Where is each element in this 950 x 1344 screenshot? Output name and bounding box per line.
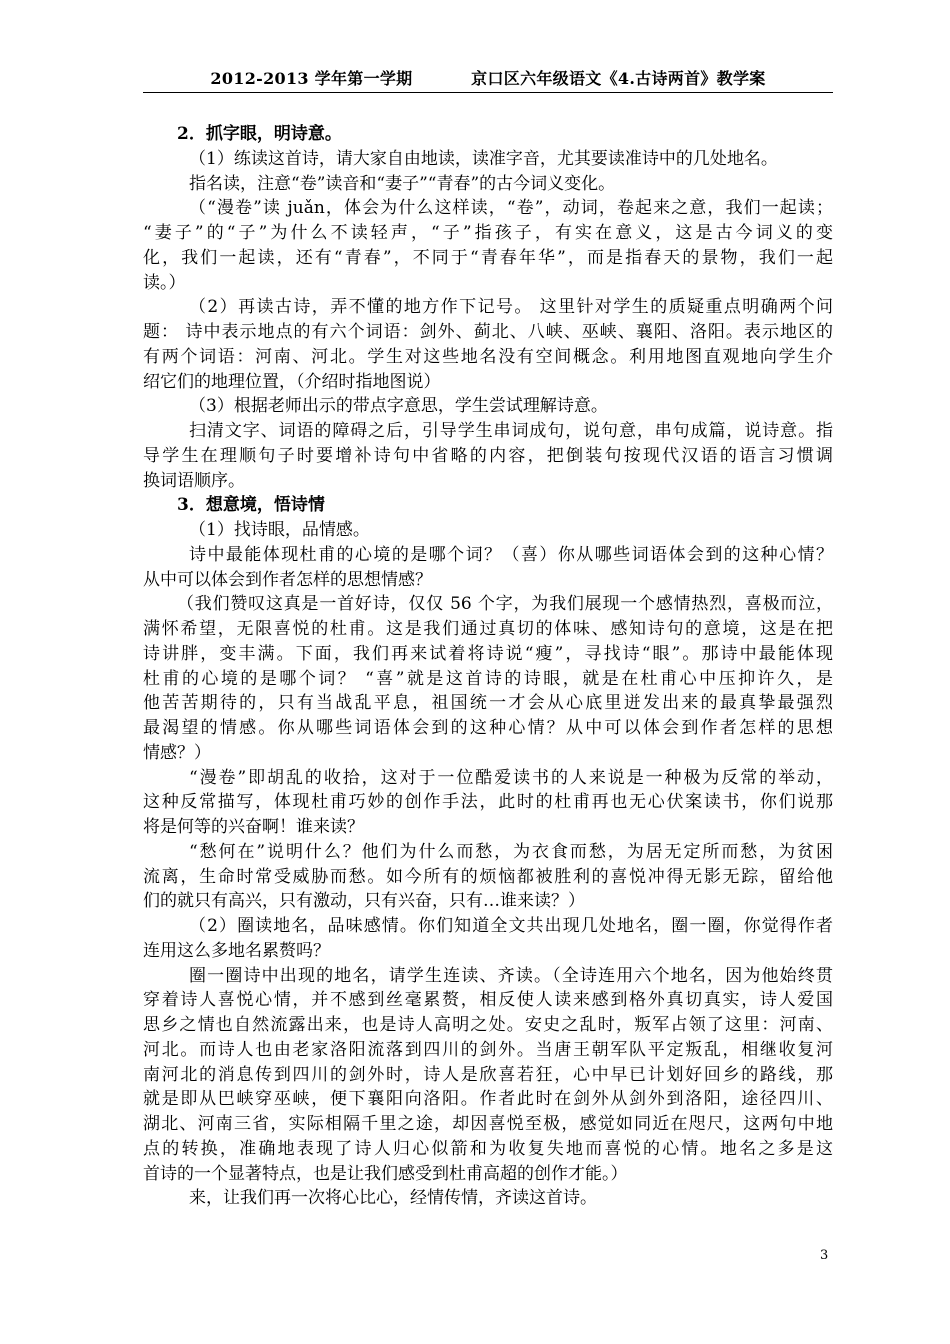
text-line: 绍它们的地理位置，（介绍时指地图说） <box>143 371 441 392</box>
text-line: （2）圈读地名，品味感情。你们知道全文共出现几处地名，圈一圈，你觉得作者 <box>189 916 833 936</box>
text-line: 连用这么多地名累赘吗？ <box>143 940 330 961</box>
text-line: 题： 诗中表示地点的有六个词语：剑外、蓟北、八峡、巫峡、襄阳、洛阳。表示地区的 <box>143 322 833 342</box>
text-line: “妻子”的“子”为什么不读轻声，“子”指孩子，有实在意义，这是古今词义的变 <box>143 223 833 243</box>
text-line: 诗中最能体现杜甫的心境的是哪个词？（喜）你从哪些词语体会到的这种心情？ <box>189 544 833 565</box>
page-header <box>143 64 833 93</box>
text-line: 有两个词语：河南、河北。学生对这些地名没有空间概念。利用地图直观地向学生介 <box>143 346 833 367</box>
page-number: 3 <box>820 1248 829 1263</box>
text-line: 他苦苦期待的，只有当战乱平息，祖国统一才会从心底里迸发出来的最真挚最强烈 <box>143 693 833 714</box>
text-line: 诗讲胖，变丰满。下面，我们再来试着将诗说“瘦”，寻找诗“眼”。那诗中最能体现 <box>143 643 833 664</box>
text-line: “愁何在”说明什么？他们为什么而愁，为衣食而愁，为居无定所而愁，为贫困 <box>189 841 833 862</box>
text-line: 读。） <box>143 272 186 293</box>
text-line: 导学生在理顺句子时要增补诗句中省略的内容，把倒装句按现代汉语的语言习惯调 <box>143 445 833 466</box>
text-line: 河北。而诗人也由老家洛阳流落到四川的剑外。当唐王朝军队平定叛乱，相继收复河 <box>143 1039 833 1060</box>
text-line: 从中可以体会到作者怎样的思想情感？ <box>143 569 432 590</box>
text-line: 情感？） <box>143 742 211 763</box>
text-line: 这种反常描写，体现杜甫巧妙的创作手法，此时的杜甫再也无心伏案读书，你们说那 <box>143 792 833 813</box>
text-line: 满怀希望，无限喜悦的杜甫。这是我们通过真切的体味、感知诗句的意境，这是在把 <box>143 619 833 639</box>
section-heading-2: 2．抓字眼，明诗意。 <box>177 124 342 144</box>
text-line: （1）找诗眼，品情感。 <box>189 520 370 540</box>
text-line: “漫卷”即胡乱的收拾，这对于一位酷爱读书的人来说是一种极为反常的举动， <box>189 767 833 788</box>
text-line: （3）根据老师出示的带点字意思，学生尝试理解诗意。 <box>189 396 608 417</box>
text-line: 湖北、河南三省，实际相隔千里之途，却因喜悦至极，感觉如同近在咫尺，这两句中地 <box>143 1114 833 1134</box>
text-line: 首诗的一个显著特点，也是让我们感受到杜甫高超的创作才能。） <box>143 1163 628 1184</box>
text-line: 思乡之情也自然流露出来，也是诗人高明之处。安史之乱时，叛军占领了这里：河南、 <box>143 1015 833 1035</box>
text-line: 点的转换，准确地表现了诗人归心似箭和为收复失地而喜悦的心情。地名之多是这 <box>143 1138 833 1159</box>
document-body <box>143 122 833 1211</box>
text-line: （“漫卷”读 juǎn，体会为什么这样读，“卷”，动词，卷起来之意，我们一起读； <box>189 198 833 219</box>
text-line: 将是何等的兴奋啊！谁来读？ <box>143 817 364 837</box>
text-line: 来，让我们再一次将心比心，经情传情，齐读这首诗。 <box>189 1188 597 1209</box>
text-line: （2）再读古诗，弄不懂的地方作下记号。 这里针对学生的质疑重点明确两个问 <box>189 297 833 318</box>
text-line: 最渴望的情感。你从哪些词语体会到的这种心情？从中可以体会到作者怎样的思想 <box>143 718 833 738</box>
section-heading-3: 3．想意境，悟诗情 <box>177 495 325 516</box>
text-line: 就是即从巴峡穿巫峡，便下襄阳向洛阳。作者此时在剑外从剑外到洛阳，途径四川、 <box>143 1089 833 1110</box>
text-line: 杜甫的心境的是哪个词？ “喜”就是这首诗的诗眼，就是在杜甫心中压抑许久，是 <box>143 668 833 689</box>
text-line: 南河北的消息传到四川的剑外时，诗人是欣喜若狂，心中早已计划好回乡的路线，那 <box>143 1064 833 1085</box>
header-title: 2012-2013 学年第一学期 京口区六年级语文《4.古诗两首》教学案 <box>210 69 766 88</box>
text-line: （1）练读这首诗，请大家自由地读，读准字音，尤其要读准诗中的几处地名。 <box>189 148 778 169</box>
text-line: （我们赞叹这真是一首好诗，仅仅 56 个字，为我们展现一个感情热烈，喜极而泣， <box>177 594 833 615</box>
text-line: 流离，生命时常受威胁而愁。如今所有的烦恼都被胜利的喜悦冲得无影无踪，留给他 <box>143 866 833 887</box>
text-line: 换词语顺序。 <box>143 470 245 491</box>
text-line: 们的就只有高兴，只有激动，只有兴奋，只有…谁来读？） <box>143 891 585 912</box>
text-line: 穿着诗人喜悦心情，并不感到丝毫累赘，相反使人读来感到格外真切真实，诗人爱国 <box>143 990 833 1011</box>
text-line: 化，我们一起读，还有“青春”，不同于“青春年华”，而是指春天的景物，我们一起 <box>143 247 833 268</box>
text-line: 扫清文字、词语的障碍之后，引导学生串词成句，说句意，串句成篇，说诗意。指 <box>189 421 833 441</box>
text-line: 圈一圈诗中出现的地名，请学生连读、齐读。（全诗连用六个地名，因为他始终贯 <box>189 965 833 986</box>
text-line: 指名读，注意“卷”读音和“妻子”“青春”的古今词义变化。 <box>189 173 616 194</box>
